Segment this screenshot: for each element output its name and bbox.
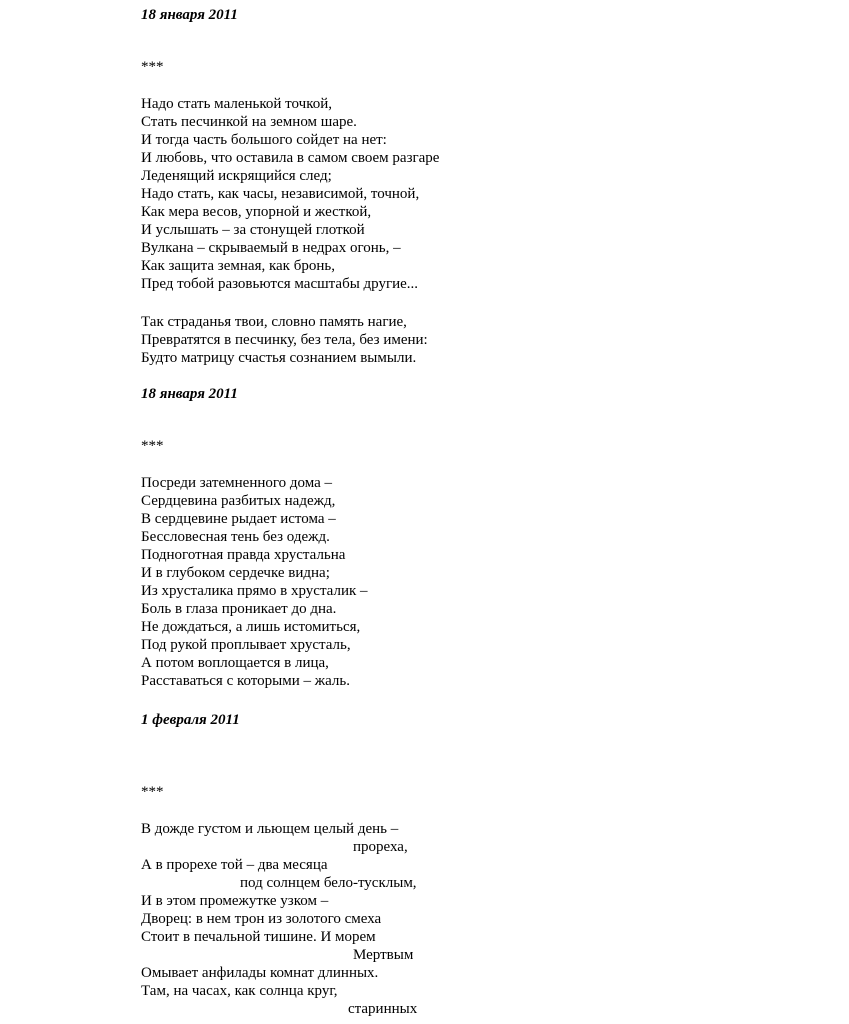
poem-line: А потом воплощается в лица,: [141, 655, 329, 671]
poem-line: Надо стать, как часы, независимой, точной,: [141, 186, 420, 202]
poem-line-indented: под солнцем бело-тусклым,: [240, 875, 417, 891]
poem-line: Подноготная правда хрустальна: [141, 547, 346, 563]
poem-line: Расставаться с которыми – жаль.: [141, 673, 350, 689]
poem-line: Бессловесная тень без одежд.: [141, 529, 330, 545]
poem-line: Под рукой проплывает хрусталь,: [141, 637, 351, 653]
poem-line: Из хрусталика прямо в хрусталик –: [141, 583, 368, 599]
poem-line: Как защита земная, как бронь,: [141, 258, 335, 274]
poem-line-indented: Мертвым: [353, 947, 414, 963]
poem-line-indented: старинных: [348, 1001, 418, 1017]
poem-line: И в глубоком сердечке видна;: [141, 565, 330, 581]
poem-line: Сердцевина разбитых надежд,: [141, 493, 336, 509]
poem-line: И услышать – за стонущей глоткой: [141, 222, 365, 238]
poem-line: Стоит в печальной тишине. И морем: [141, 929, 376, 945]
poem-line: Боль в глаза проникает до дна.: [141, 601, 337, 617]
poem-line: Превратятся в песчинку, без тела, без имени:: [141, 332, 428, 348]
poem-line: Так страданья твои, словно память нагие,: [141, 314, 407, 330]
poem-line-indented: прореха,: [353, 839, 408, 855]
poem-line: И тогда часть большого сойдет на нет:: [141, 132, 387, 148]
poem-line: И в этом промежутке узком –: [141, 893, 329, 909]
poem-separator: ***: [141, 784, 164, 800]
poem-line: Там, на часах, как солнца круг,: [141, 983, 338, 999]
poem-line: Будто матрицу счастья сознанием вымыли.: [141, 350, 417, 366]
poem-line: Вулкана – скрываемый в недрах огонь, –: [141, 240, 401, 256]
poem-line: Пред тобой разовьются масштабы другие...: [141, 276, 419, 292]
poem-line: Надо стать маленькой точкой,: [141, 96, 332, 112]
poem-line: Дворец: в нем трон из золотого смеха: [141, 911, 382, 927]
poem-separator: ***: [141, 438, 164, 454]
poem-line: Как мера весов, упорной и жесткой,: [141, 204, 372, 220]
poem-line: В сердцевине рыдает истома –: [141, 511, 336, 527]
poem-line: А в прорехе той – два месяца: [141, 857, 328, 873]
poem-line: Не дождаться, а лишь истомиться,: [141, 619, 361, 635]
poem-line: Леденящий искрящийся след;: [141, 168, 332, 184]
date-heading: 1 февраля 2011: [141, 712, 240, 728]
poem-line: В дожде густом и льющем целый день –: [141, 821, 399, 837]
poem-line: Стать песчинкой на земном шаре.: [141, 114, 357, 130]
date-heading: 18 января 2011: [141, 386, 238, 402]
poem-line: Омывает анфилады комнат длинных.: [141, 965, 379, 981]
poem-line: И любовь, что оставила в самом своем разгаре: [141, 150, 440, 166]
date-heading: 18 января 2011: [141, 7, 238, 23]
poem-separator: ***: [141, 59, 164, 75]
poem-line: Посреди затемненного дома –: [141, 475, 333, 491]
